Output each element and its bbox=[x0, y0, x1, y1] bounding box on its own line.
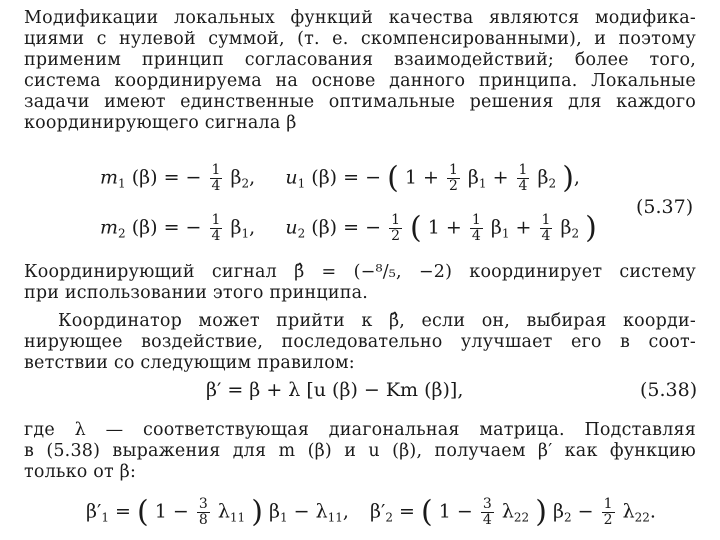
fraction-numerator: 3 bbox=[482, 496, 492, 512]
math-subscript: 1 bbox=[501, 226, 510, 241]
math-symbol: u bbox=[285, 216, 298, 239]
math-text: , bbox=[573, 166, 580, 189]
equation-number: (5.37) bbox=[636, 196, 694, 218]
math-subscript: 2 bbox=[118, 226, 126, 241]
math-text: + bbox=[492, 166, 509, 189]
math-text: , bbox=[342, 500, 349, 523]
math-text: 1 − bbox=[438, 500, 473, 523]
paragraph-intro bbox=[24, 8, 696, 134]
fraction bbox=[517, 163, 530, 194]
fraction-denominator: 4 bbox=[211, 178, 221, 194]
math-symbol: λ bbox=[217, 500, 230, 523]
math-subscript: 1 bbox=[101, 510, 109, 525]
fraction-numerator: 1 bbox=[391, 212, 400, 228]
math-symbol: β bbox=[560, 216, 572, 239]
equation-5-38: β′ = β + λ [u (β) − Km (β)], bbox=[206, 379, 464, 401]
text-line: задачи имеют единственные оптимальные решения для каждого bbox=[24, 92, 696, 112]
math-subscript: 22 bbox=[513, 510, 530, 525]
math-subscript: 2 bbox=[297, 226, 306, 241]
math-paren: ( bbox=[136, 494, 149, 530]
paragraph-coordinating-signal bbox=[24, 262, 696, 304]
math-symbol: m bbox=[100, 166, 119, 189]
math-subscript: 1 bbox=[241, 226, 250, 241]
math-subscript: 1 bbox=[478, 176, 487, 191]
fraction bbox=[389, 213, 402, 244]
math-symbol: λ bbox=[501, 500, 514, 523]
math-subscript: 22 bbox=[634, 510, 650, 525]
text-line: применим принцип согласования взаимодействий; более того, bbox=[24, 50, 696, 70]
math-text: − bbox=[293, 500, 310, 523]
text-line: ветствии со следующим правилом: bbox=[24, 353, 355, 373]
math-text: + bbox=[515, 216, 532, 239]
math-symbol: λ bbox=[622, 500, 635, 523]
math-paren: ) bbox=[251, 494, 263, 530]
text-line: Модификации локальных функций качества являются модифика- bbox=[24, 8, 696, 28]
fraction bbox=[447, 163, 460, 194]
text-line: только от β: bbox=[24, 462, 137, 482]
fraction-numerator: 1 bbox=[211, 212, 221, 228]
math-symbol: β bbox=[537, 166, 549, 189]
fraction-denominator: 4 bbox=[211, 228, 221, 244]
fraction-denominator: 2 bbox=[603, 512, 613, 528]
paragraph-coordinator-rule bbox=[24, 311, 696, 374]
fraction bbox=[210, 213, 223, 244]
fraction-denominator: 8 bbox=[198, 512, 208, 528]
fraction-numerator: 1 bbox=[541, 212, 551, 228]
text-line: циями с нулевой суммой, (т. е. скомпенсированными), и поэтому bbox=[24, 29, 696, 49]
math-text: = bbox=[399, 500, 415, 523]
fraction-numerator: 1 bbox=[603, 496, 613, 512]
math-paren: ) bbox=[535, 494, 547, 530]
math-symbol: β bbox=[490, 216, 502, 239]
text-line: при использовании этого принципа. bbox=[24, 283, 368, 303]
math-paren: ) bbox=[585, 210, 597, 246]
math-subscript: 2 bbox=[563, 510, 572, 525]
math-text: − bbox=[577, 500, 594, 523]
math-symbol: u bbox=[285, 166, 298, 189]
math-symbol: β bbox=[552, 500, 564, 523]
fraction-numerator: 1 bbox=[448, 162, 458, 178]
math-text: 1 + bbox=[427, 216, 462, 239]
text-line: система координируема на основе данного принципа. Локальные bbox=[24, 71, 696, 91]
math-subscript: 2 bbox=[548, 176, 557, 191]
math-symbol: β bbox=[467, 166, 479, 189]
math-paren: ) bbox=[562, 160, 574, 196]
math-symbol: β bbox=[230, 216, 242, 239]
text-line: нирующее воздействие, последовательно улучшает его в соот- bbox=[24, 332, 696, 352]
fraction bbox=[470, 213, 483, 244]
equation-5-37-row-1 bbox=[100, 160, 580, 196]
math-symbol: β bbox=[268, 500, 280, 523]
math-subscript: 1 bbox=[297, 176, 306, 191]
math-text: (β) = − bbox=[311, 216, 382, 239]
fraction-numerator: 1 bbox=[211, 162, 221, 178]
fraction bbox=[602, 497, 615, 528]
math-subscript: 11 bbox=[229, 510, 246, 525]
fraction bbox=[197, 497, 210, 528]
text-line: Координатор может прийти к β̂, если он, выбирая коорди- bbox=[58, 311, 696, 331]
fraction-numerator: 1 bbox=[471, 212, 481, 228]
math-paren: ( bbox=[420, 494, 433, 530]
fraction-denominator: 2 bbox=[391, 228, 400, 244]
text-line: координирующего сигнала β bbox=[24, 113, 297, 133]
math-text: = bbox=[115, 500, 131, 523]
math-text: , bbox=[249, 166, 256, 189]
math-text: . bbox=[649, 500, 656, 523]
math-text: (β) = − bbox=[131, 166, 202, 189]
text-line: в (5.38) выражения для m (β) и u (β), получаем β′ как функцию bbox=[24, 441, 696, 461]
equation-5-37-row-2 bbox=[100, 210, 597, 246]
fraction-denominator: 4 bbox=[541, 228, 551, 244]
fraction bbox=[540, 213, 553, 244]
math-subscript: 2 bbox=[571, 226, 580, 241]
fraction-denominator: 4 bbox=[482, 512, 492, 528]
equation-beta-prime-1 bbox=[86, 494, 349, 530]
math-text: (β) = − bbox=[311, 166, 382, 189]
equation-beta-prime-2 bbox=[370, 494, 656, 530]
math-text: (β) = − bbox=[131, 216, 202, 239]
math-text: 1 − bbox=[154, 500, 189, 523]
text-line: где λ — соответствующая диагональная матрица. Подставляя bbox=[24, 420, 696, 440]
fraction-numerator: 3 bbox=[198, 496, 208, 512]
math-symbol: β′ bbox=[86, 500, 102, 523]
fraction-numerator: 1 bbox=[518, 162, 528, 178]
fraction-denominator: 4 bbox=[471, 228, 481, 244]
math-text: , bbox=[249, 216, 256, 239]
math-paren: ( bbox=[387, 160, 399, 196]
fraction bbox=[481, 497, 494, 528]
fraction bbox=[210, 163, 223, 194]
math-symbol: m bbox=[100, 216, 119, 239]
math-subscript: 2 bbox=[241, 176, 250, 191]
text-line: Координирующий сигнал β̂ = (−⁸/₅, −2) координирует систему bbox=[24, 262, 696, 282]
fraction-denominator: 2 bbox=[448, 178, 458, 194]
equation-number: (5.38) bbox=[640, 379, 698, 401]
math-paren: ( bbox=[410, 210, 422, 246]
paragraph-substitution bbox=[24, 420, 696, 483]
math-subscript: 1 bbox=[118, 176, 126, 191]
math-subscript: 2 bbox=[385, 510, 393, 525]
math-text: 1 + bbox=[404, 166, 439, 189]
math-subscript: 1 bbox=[279, 510, 288, 525]
math-symbol: β bbox=[230, 166, 242, 189]
math-subscript: 11 bbox=[327, 510, 343, 525]
math-symbol: β′ bbox=[370, 500, 386, 523]
math-symbol: λ bbox=[315, 500, 328, 523]
fraction-denominator: 4 bbox=[518, 178, 528, 194]
